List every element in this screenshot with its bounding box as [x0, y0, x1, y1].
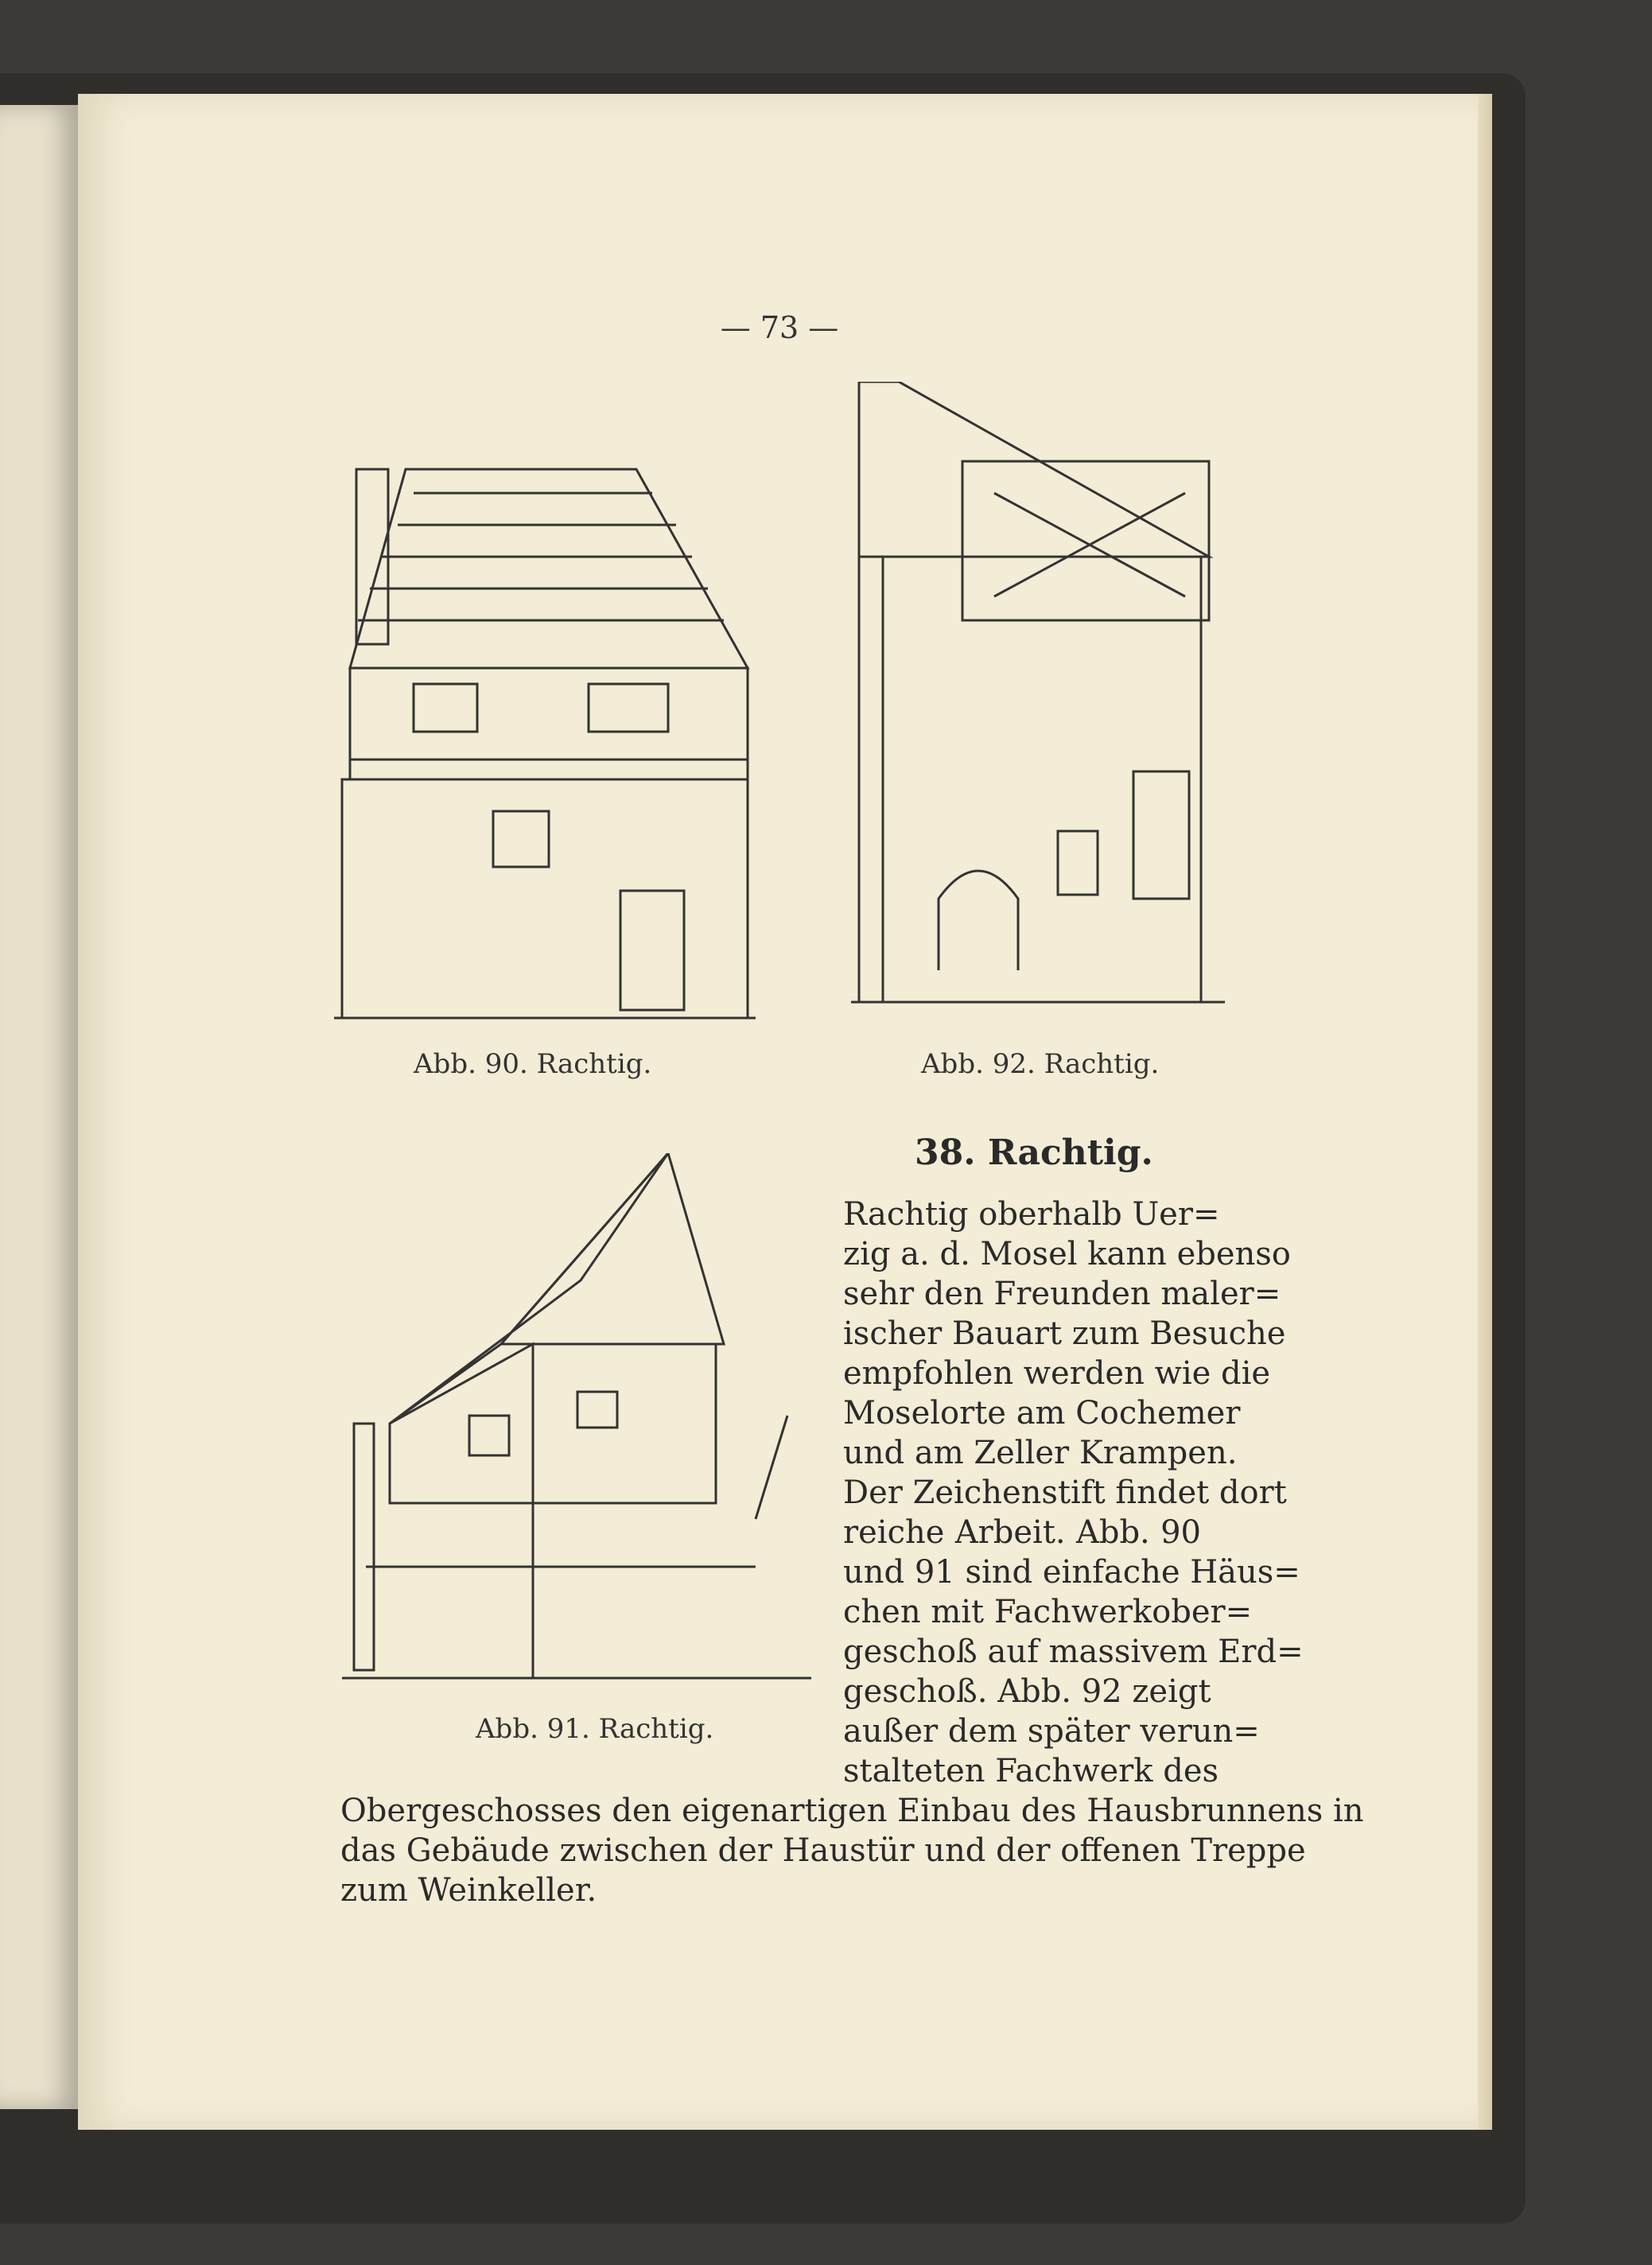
- body-line: außer dem später verun=: [843, 1713, 1260, 1750]
- body-line: Obergeschosses den eigenartigen Einbau des Hausbrunnens in: [340, 1793, 1364, 1829]
- figure-91-caption: Abb. 91. Rachtig.: [476, 1713, 714, 1745]
- body-line: Rachtig oberhalb Uer=: [843, 1196, 1220, 1233]
- left-page-edge: [0, 105, 80, 2109]
- body-line: empfohlen werden wie die: [843, 1355, 1271, 1392]
- body-line: chen mit Fachwerkober=: [843, 1594, 1253, 1630]
- body-line: und 91 sind einfache Häus=: [843, 1554, 1300, 1591]
- page-number: — 73 —: [720, 310, 839, 345]
- figure-92-illustration: [851, 382, 1225, 1018]
- body-line: Der Zeichenstift findet dort: [843, 1474, 1287, 1511]
- body-line: geschoß. Abb. 92 zeigt: [843, 1673, 1211, 1710]
- body-line: zum Weinkeller.: [340, 1872, 597, 1909]
- section-title: 38. Rachtig.: [915, 1132, 1153, 1173]
- figure-90-caption: Abb. 90. Rachtig.: [414, 1048, 652, 1080]
- figure-91-illustration: [342, 1153, 811, 1710]
- body-line: sehr den Freunden maler=: [843, 1276, 1281, 1312]
- body-line: ischer Bauart zum Besuche: [843, 1315, 1286, 1352]
- body-line: und am Zeller Krampen.: [843, 1435, 1238, 1471]
- page-edge: [1478, 94, 1492, 2130]
- body-line: reiche Arbeit. Abb. 90: [843, 1514, 1201, 1551]
- figure-90-illustration: [334, 445, 756, 1042]
- body-line: geschoß auf massivem Erd=: [843, 1634, 1304, 1670]
- figure-92-caption: Abb. 92. Rachtig.: [921, 1048, 1160, 1080]
- body-line: das Gebäude zwischen der Haustür und der offenen Treppe: [340, 1832, 1306, 1869]
- body-line: zig a. d. Mosel kann ebenso: [843, 1236, 1291, 1272]
- body-line: stalteten Fachwerk des: [843, 1753, 1219, 1789]
- body-line: Moselorte am Cochemer: [843, 1395, 1241, 1432]
